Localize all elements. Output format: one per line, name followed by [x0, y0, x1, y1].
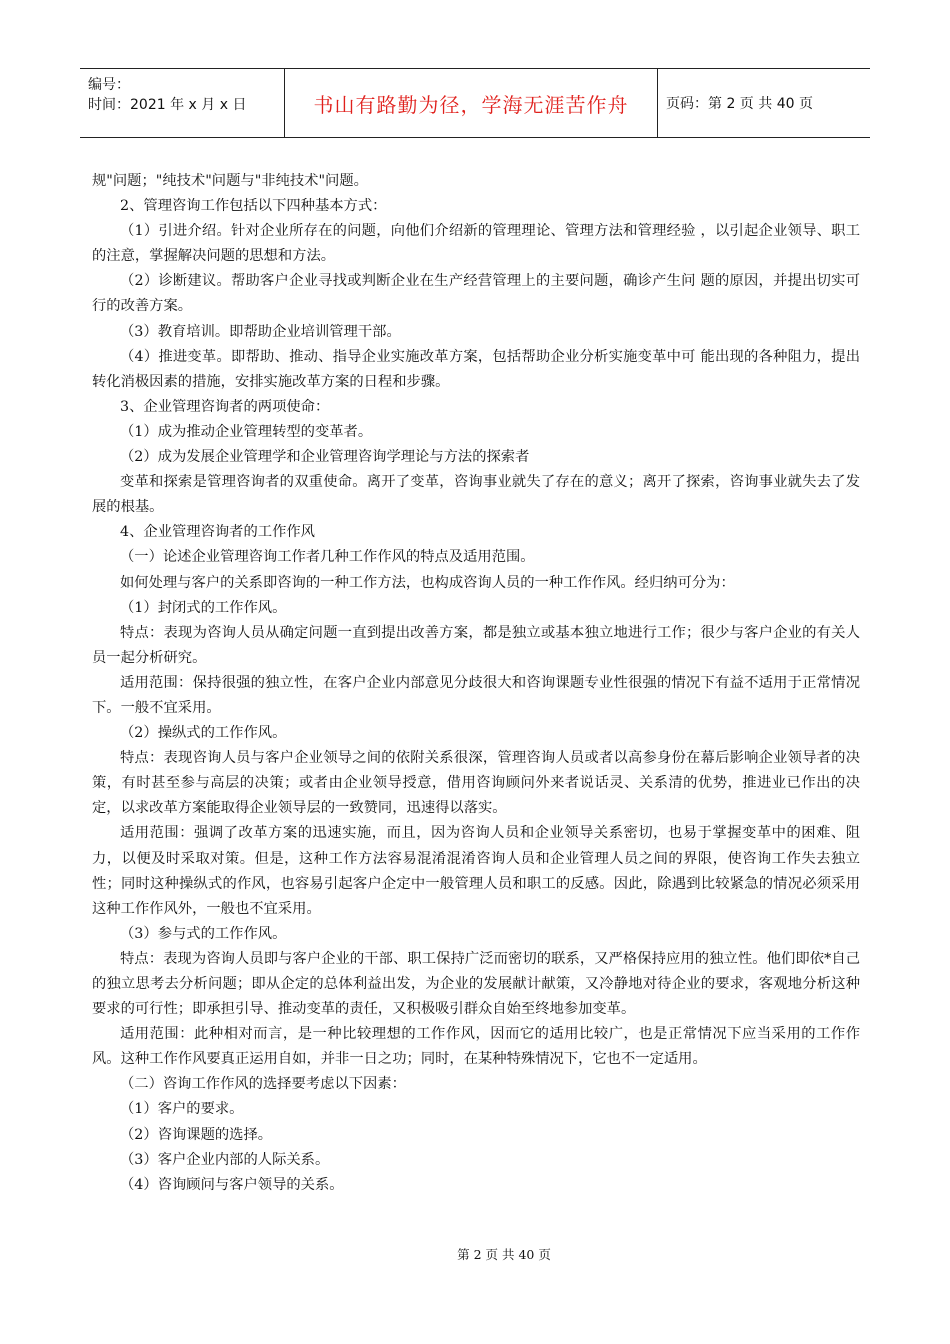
paragraph: （一）论述企业管理咨询工作者几种工作作风的特点及适用范围。 — [120, 549, 535, 566]
paragraph: （二）咨询工作作风的选择要考虑以下因素： — [120, 1076, 406, 1093]
paragraph: 4、企业管理咨询者的工作作风 — [120, 524, 315, 541]
paragraph: （2）咨询课题的选择。 — [120, 1126, 273, 1143]
paragraph: 变革和探索是管理咨询者的双重使命。离开了变革，咨询事业就失了存在的意义；离开了探索，咨询事业就失去了发展的根基。 — [92, 474, 860, 516]
paragraph: 适用范围：此种相对而言，是一种比较理想的工作作风，因而它的适用比较广，也是正常情况下应当采用的工作作风。这种工作作风要真正运用自如，并非一日之功；同时，在某种特殊情况下，它也不一定适用。 — [92, 1026, 860, 1068]
paragraph: （1）成为推动企业管理转型的变革者。 — [120, 423, 373, 440]
paragraph: 特点：表现为咨询人员从确定问题一直到提出改善方案，都是独立或基本独立地进行工作；很少与客户企业的有关人员一起分析研究。 — [92, 624, 860, 666]
header-left-cell — [80, 69, 285, 137]
header-page-info: 页码：第 2 页 共 40 页 — [666, 96, 813, 112]
paragraph: 2、管理咨询工作包括以下四种基本方式： — [120, 198, 387, 215]
paragraph: 如何处理与客户的关系即咨询的一种工作方法，也构成咨询人员的一种工作作风。经归纳可分为： — [120, 574, 735, 591]
paragraph: （4）推进变革。即帮助、推动、指导企业实施改革方案，包括帮助企业分析实施变革中可 能出现的各种阻力，提出转化消极因素的措施，安排实施改革方案的日程和步骤。 — [92, 348, 860, 390]
header-table — [80, 68, 870, 138]
paragraph: （4）咨询顾问与客户领导的关系。 — [120, 1176, 344, 1193]
time-label: 时间：2021 年 x 月 x 日 — [88, 97, 247, 113]
paragraph: （3）教育培训。即帮助企业培训管理干部。 — [120, 323, 401, 340]
paragraph: （3）客户企业内部的人际关系。 — [120, 1151, 330, 1168]
footer-page-number: 第 2 页 共 40 页 — [457, 1247, 551, 1262]
number-label: 编号： — [88, 77, 130, 93]
paragraph: （3）参与式的工作作风。 — [120, 925, 287, 942]
paragraph: （1）引进介绍。针对企业所存在的问题，向他们介绍新的管理理论、管理方法和管理经验 ，以引起企业领导、职工的注意，掌握解决问题的思想和方法。 — [92, 223, 860, 265]
paragraph: （2）成为发展企业管理学和企业管理咨询学理论与方法的探索者 — [120, 449, 530, 466]
paragraph: 适用范围：强调了改革方案的迅速实施，而且，因为咨询人员和企业领导关系密切，也易于掌握变革中的困难、阻力，以便及时采取对策。但是，这种工作方法容易混淆混淆咨询人员和企业管理人员之间的界限，使咨询工作失去独立性；同时这种操纵式的作风，也容易引起客户企定中一般管理人员和职工的反感。因此，除遇到比较紧急的情况必须采用这种工作作风外，一般也不宜采用。 — [92, 825, 860, 917]
paragraph: （2）操纵式的工作作风。 — [120, 725, 287, 742]
paragraph: （1）客户的要求。 — [120, 1101, 244, 1118]
document-body — [92, 169, 860, 1198]
paragraph: 3、企业管理咨询者的两项使命： — [120, 398, 330, 415]
paragraph: 特点：表现为咨询人员即与客户企业的干部、职工保持广泛而密切的联系，又严格保持应用的独立性。他们即依*自己的独立思考去分析问题；即从企定的总体利益出发，为企业的发展献计献策，又冷静地对待企业的要求，客观地分析这种要求的可行性；即承担引导、推动变革的责任，又积极吸引群众自始至终地参加变革。 — [92, 950, 860, 1018]
motto: 书山有路勤为径，学海无涯苦作舟 — [285, 69, 658, 137]
paragraph: （1）封闭式的工作作风。 — [120, 599, 287, 616]
page-footer — [0, 1245, 950, 1263]
paragraph: （2）诊断建议。帮助客户企业寻找或判断企业在生产经营管理上的主要问题，确诊产生问 题的原因，并提出切实可行的改善方案。 — [92, 273, 860, 315]
paragraph: 适用范围：保持很强的独立性，在客户企业内部意见分歧很大和咨询课题专业性很强的情况下有益不适用于正常情况下。一般不宜采用。 — [92, 674, 860, 716]
paragraph: 规"问题；"纯技术"问题与"非纯技术"问题。 — [92, 173, 368, 189]
paragraph: 特点：表现咨询人员与客户企业领导之间的依附关系很深，管理咨询人员或者以高参身份在幕后影响企业领导者的决策，有时甚至参与高层的决策；或者由企业领导授意，借用咨询顾问外来者说话灵、关系清的优势，推进业已作出的决定，以求改革方案能取得企业领导层的一致赞同，迅速得以落实。 — [92, 750, 860, 817]
